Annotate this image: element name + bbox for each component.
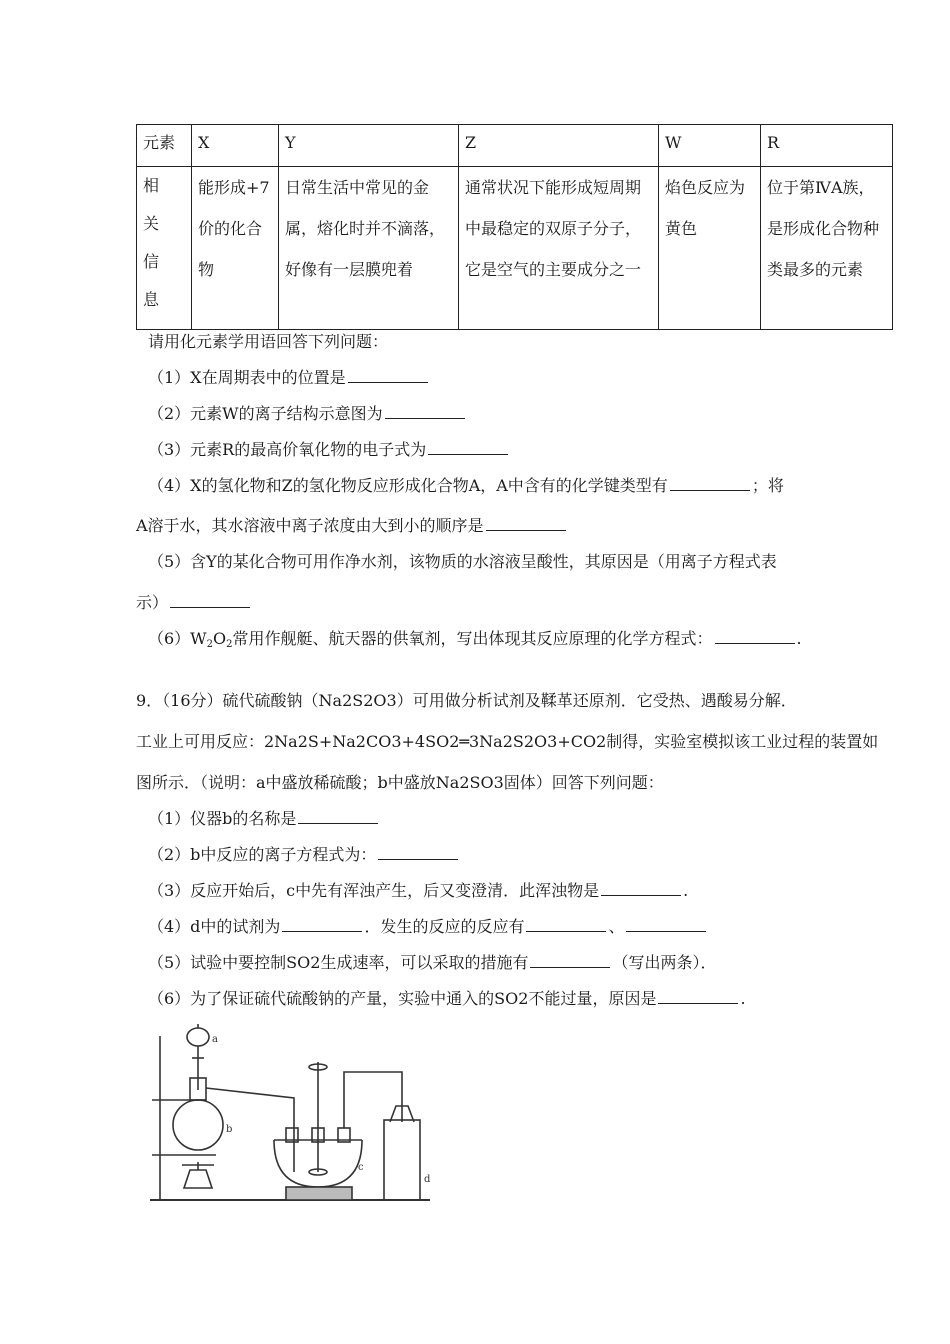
- table-cell: 通常状况下能形成短周期中最稳定的双原子分子，它是空气的主要成分之一: [459, 167, 659, 330]
- question-text: （3）元素R的最高价氧化物的电子式为: [148, 440, 427, 459]
- question-9-5: [148, 951, 716, 975]
- burner: [184, 1170, 212, 1188]
- question-8-5-cont: [136, 591, 252, 615]
- question-9-3: （3）反应开始后，c中先有浑浊产生，后又变澄清．此浑浊物是 .: [148, 881, 689, 900]
- question-9-intro-1: 9．（16分）硫代硫酸钠（Na2S2O3）可用做分析试剂及鞣革还原剂．它受热、遇酸易分解．: [136, 691, 797, 710]
- element-info-table: [136, 124, 893, 330]
- row-label: 相关信息: [137, 167, 192, 330]
- question-9-1: [148, 807, 380, 831]
- question-8-5: [148, 550, 777, 574]
- question-text: ；将: [751, 476, 784, 495]
- table-cell: 日常生活中常见的金属，熔化时并不滴落，好像有一层膜兜着: [279, 167, 459, 330]
- header-cell: Y: [279, 125, 459, 167]
- question-text: A溶于水，其水溶液中离子浓度由大到小的顺序是: [136, 516, 484, 535]
- answer-blank[interactable]: [658, 987, 738, 1004]
- label-b: b: [226, 1124, 233, 1135]
- question-text: （4）d中的试剂为: [148, 917, 281, 936]
- answer-blank[interactable]: [170, 591, 250, 608]
- question-8-1: [148, 366, 430, 390]
- answer-blank[interactable]: [670, 474, 750, 491]
- question-9-4: [148, 915, 708, 939]
- stir-plate: [286, 1187, 352, 1200]
- question-9-6: （6）为了保证硫代硫酸钠的产量，实验中通入的SO2不能过量，原因是 .: [148, 989, 746, 1008]
- question-text: ．发生的反应的反应有: [364, 917, 525, 936]
- question-8-4-cont: [136, 514, 568, 538]
- answer-blank[interactable]: [626, 915, 706, 932]
- question-8-3: [148, 438, 510, 462]
- question-text: （写出两条）．: [612, 953, 717, 972]
- header-cell: 元素: [137, 125, 192, 167]
- answer-blank[interactable]: [601, 879, 681, 896]
- funnel-a: [187, 1028, 209, 1046]
- answer-blank[interactable]: [378, 843, 458, 860]
- question-8-6: $(6)W_2O_2$常用作舰艇、航天器的供氧剂，写出体现其反应原理的化学方程式： .: [148, 629, 802, 650]
- header-cell: Z: [459, 125, 659, 167]
- question-text: （4）X的氢化物和Z的氢化物反应形成化合物A，A中含有的化学键类型有: [148, 476, 668, 495]
- table-header-row: [137, 125, 893, 167]
- question-text: （2）b中反应的离子方程式为：: [148, 845, 377, 864]
- question-text: （2）元素W的离子结构示意图为: [148, 404, 383, 423]
- label-a: a: [212, 1034, 218, 1045]
- apparatus-diagram: [146, 1022, 436, 1208]
- answer-blank[interactable]: [282, 915, 362, 932]
- question-text: （1）X在周期表中的位置是: [148, 368, 346, 387]
- header-cell: W: [659, 125, 761, 167]
- label-d: d: [424, 1174, 431, 1185]
- label-c: c: [358, 1162, 364, 1173]
- delivery-tube: [206, 1088, 294, 1172]
- question-text: （6）为了保证硫代硫酸钠的产量，实验中通入的SO2不能过量，原因是: [148, 989, 657, 1008]
- question-text: 常用作舰艇、航天器的供氧剂，写出体现其反应原理的化学方程式：: [232, 629, 713, 648]
- header-cell: R: [761, 125, 893, 167]
- question-text: （3）反应开始后，c中先有浑浊产生，后又变澄清．此浑浊物是: [148, 881, 600, 900]
- question-text: 示）: [136, 593, 169, 612]
- question-text: （6）W: [148, 629, 207, 648]
- answer-blank[interactable]: [530, 951, 610, 968]
- question-8-4: [148, 474, 784, 498]
- question-text: （5）含Y的某化合物可用作净水剂，该物质的水溶液呈酸性，其原因是（用离子方程式表: [148, 552, 777, 571]
- question-text: （5）试验中要控制SO2生成速率，可以采取的措施有: [148, 953, 529, 972]
- answer-blank[interactable]: [486, 514, 566, 531]
- table-row: [137, 167, 893, 330]
- answer-blank[interactable]: [428, 438, 508, 455]
- question-intro: 请用化元素学用语回答下列问题：: [148, 332, 389, 351]
- answer-blank[interactable]: [715, 627, 795, 644]
- answer-blank[interactable]: [298, 807, 378, 824]
- question-8-2: [148, 402, 467, 426]
- question-9-intro-3: 图所示．（说明：a中盛放稀硫酸；b中盛放Na2SO3固体）回答下列问题：: [136, 773, 664, 792]
- table-cell: 焰色反应为黄色: [659, 167, 761, 330]
- question-9-2: [148, 843, 460, 867]
- question-text: （1）仪器b的名称是: [148, 809, 297, 828]
- beaker-d: [384, 1120, 420, 1200]
- question-9-intro-2: 工业上可用反应：2Na2S+Na2CO3+4SO2═3Na2S2O3+CO2制得，实验室模拟该工业过程的装置如: [136, 732, 879, 751]
- table-cell: 能形成+7价的化合物: [192, 167, 279, 330]
- answer-blank[interactable]: [385, 402, 465, 419]
- question-text: 、: [608, 917, 625, 936]
- flask-b: [173, 1100, 223, 1150]
- header-cell: X: [192, 125, 279, 167]
- answer-blank[interactable]: [348, 366, 428, 383]
- answer-blank[interactable]: [526, 915, 606, 932]
- table-cell: 位于第ⅣA族，是形成化合物种类最多的元素: [761, 167, 893, 330]
